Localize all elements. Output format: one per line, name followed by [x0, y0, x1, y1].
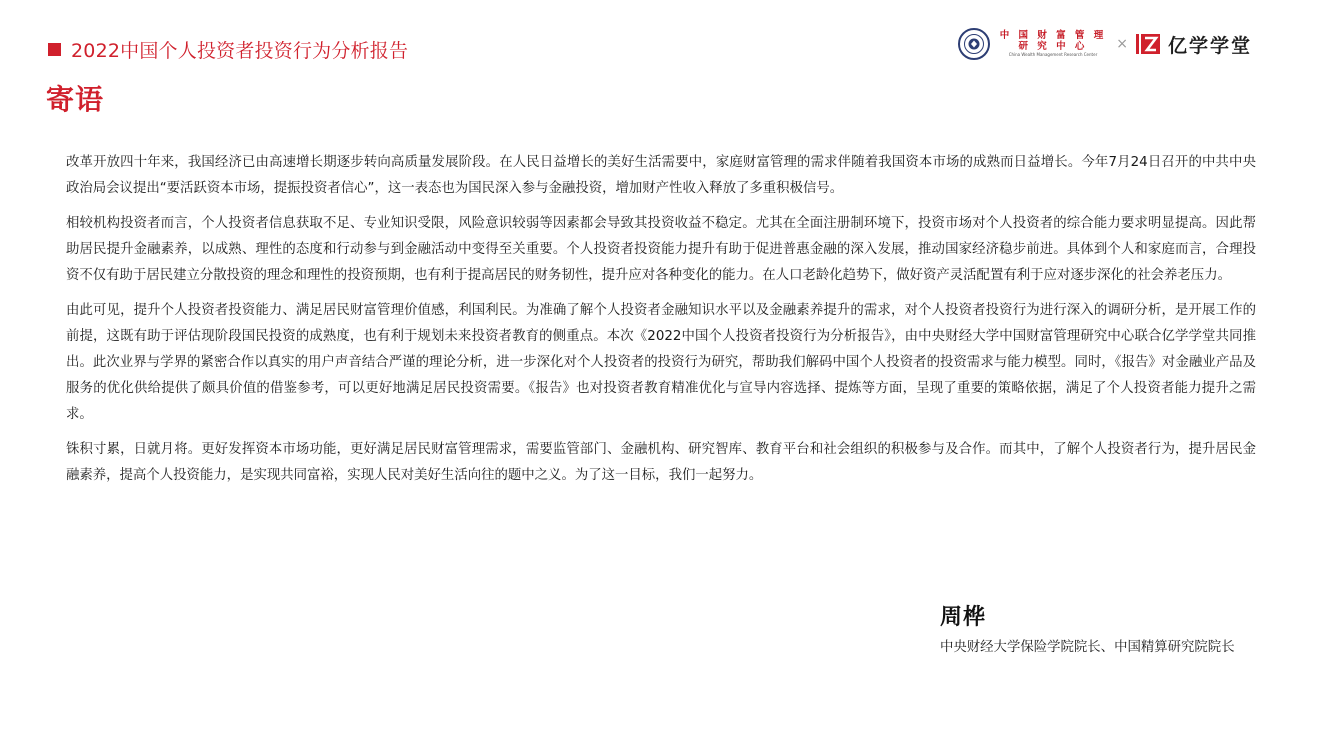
header-square-marker [48, 43, 61, 56]
signatory-title: 中央财经大学保险学院院长、中国精算研究院院长 [940, 640, 1235, 655]
wealth-research-center-logo [1000, 30, 1107, 58]
org-name-english: China Wealth Management Research Center [1008, 52, 1098, 57]
brand-name: 亿学学堂 [1167, 34, 1252, 57]
page-title: 寄语 [46, 83, 105, 116]
org-name-line-2: 研 究 中 心 [1018, 41, 1088, 52]
signatory-name: 周桦 [940, 605, 987, 630]
paragraph-3: 由此可见，提升个人投资者投资能力、满足居民财富管理价值感，利国利民。为准确了解个人投资者金融知识水平以及金融素养提升的需求，对个人投资者投资行为进行深入的调研分析，是开展工作的前提，这既有助于评估现阶段国民投资的成熟度，也有利于规划未来投资者教育的侧重点。本次《2022中国个人投资者投资行为分析报告》，由中央财经大学中国财富管理研究中心联合亿学学堂共同推出。此次业界与学界的紧密合作以真实的用户声音结合严谨的理论分析，进一步深化对个人投资者的投资行为研究，帮助我们解码中国个人投资者的投资需求与能力模型。同时，《报告》对金融业产品及服务的优化供给提供了颇具价值的借鉴参考，可以更好地满足居民投资需要。《报告》也对投资者教育精准优化与宣导内容选择、提炼等方面，呈现了重要的策略依据，满足了个人投资者能力提升之需求。 [66, 303, 1256, 422]
org-name-line-1: 中 国 财 富 管 理 [999, 30, 1107, 41]
university-seal-icon [958, 28, 990, 60]
paragraph-2: 相较机构投资者而言，个人投资者信息获取不足、专业知识受限，风险意识较弱等因素都会导致其投资收益不稳定。尤其在全面注册制环境下，投资市场对个人投资者的综合能力要求明显提高。因此帮助居民提升金融素养，以成熟、理性的态度和行动参与到金融活动中变得至关重要。个人投资者投资能力提升有助于促进普惠金融的深入发展，推动国家经济稳步前进。具体到个人和家庭而言，合理投资不仅有助于居民建立分散投资的理念和理性的投资预期，也有利于提高居民的财务韧性，提升应对各种变化的能力。在人口老龄化趋势下，做好资产灵活配置有利于应对逐步深化的社会养老压力。 [66, 216, 1256, 283]
report-header [48, 36, 408, 62]
paragraph-1: 改革开放四十年来，我国经济已由高速增长期逐步转向高质量发展阶段。在人民日益增长的美好生活需要中，家庭财富管理的需求伴随着我国资本市场的成熟而日益增长。今年7月24日召开的中共中央政治局会议提出“要活跃资本市场，提振投资者信心”，这一表态也为国民深入参与金融投资，增加财产性收入释放了多重积极信号。 [66, 155, 1256, 196]
times-sign: × [1116, 36, 1128, 52]
paragraph-4: 铢积寸累，日就月将。更好发挥资本市场功能，更好满足居民财富管理需求，需要监管部门、金融机构、研究智库、教育平台和社会组织的积极参与及合作。而其中，了解个人投资者行为，提升居民金融素养，提高个人投资能力，是实现共同富裕，实现人民对美好生活向往的题中之义。为了这一目标，我们一起努力。 [66, 442, 1256, 483]
yixue-logo-icon [1134, 32, 1162, 56]
signature-block [940, 600, 1235, 655]
foreword-body [66, 150, 1256, 498]
partner-logos [958, 26, 1252, 62]
report-title: 2022中国个人投资者投资行为分析报告 [71, 39, 409, 62]
